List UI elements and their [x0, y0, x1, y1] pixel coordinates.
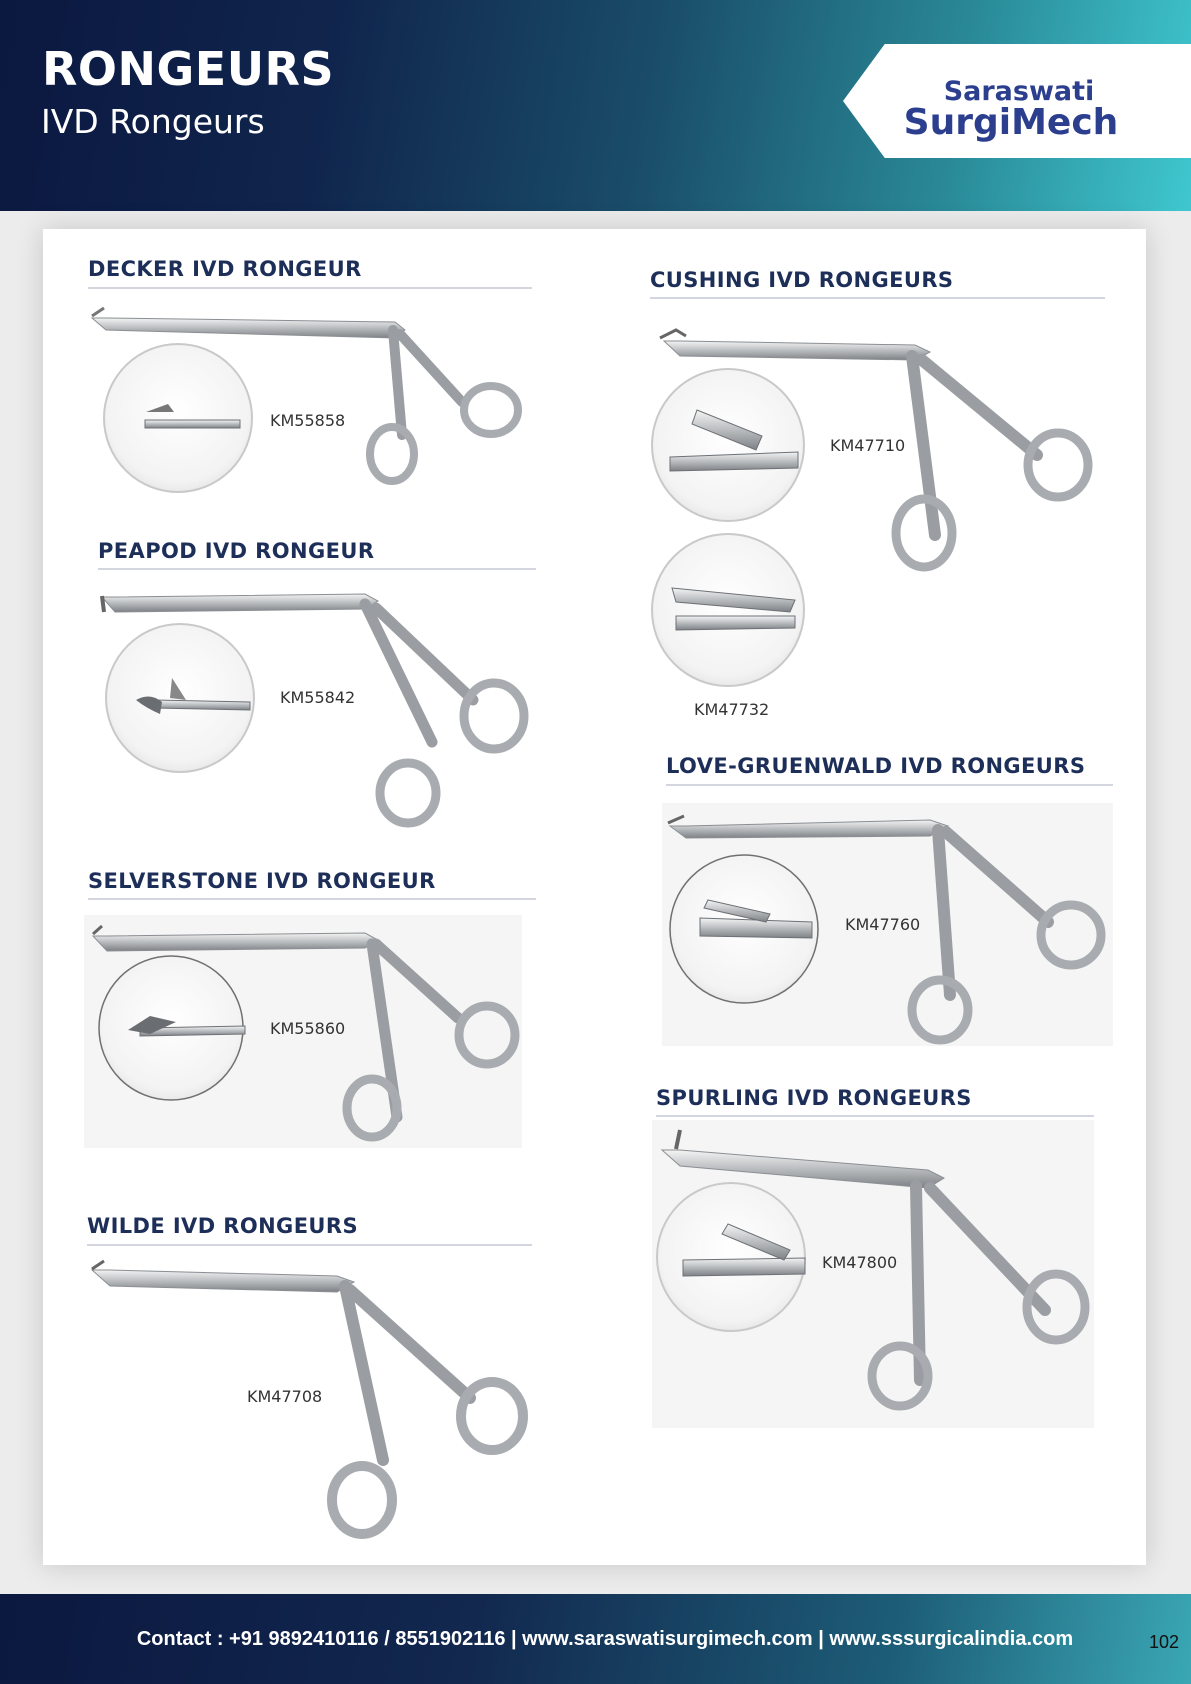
section-title-cushing: CUSHING IVD RONGEURS	[650, 268, 954, 292]
section-title-peapod: PEAPOD IVD RONGEUR	[98, 539, 375, 563]
page-subtitle: IVD Rongeurs	[41, 102, 265, 141]
product-code: KM47732	[694, 700, 770, 719]
section-divider	[87, 1244, 532, 1246]
product-code: KM47760	[845, 915, 921, 934]
section-divider	[98, 568, 536, 570]
section-divider	[666, 784, 1113, 786]
product-code: KM55858	[270, 411, 346, 430]
logo-line2: SurgiMech	[903, 102, 1119, 143]
contact-info: Contact : +91 9892410116 / 8551902116 | www.saraswatisurgimech.com | www.sssurgicalindia.com	[136, 1628, 1074, 1650]
section-divider	[650, 297, 1105, 299]
section-title-love-gruenwald: LOVE-GRUENWALD IVD RONGEURS	[666, 754, 1086, 778]
section-title-wilde: WILDE IVD RONGEURS	[87, 1214, 358, 1238]
section-title-selverstone: SELVERSTONE IVD RONGEUR	[88, 869, 436, 893]
product-code: KM47708	[247, 1387, 323, 1406]
page-footer	[0, 1594, 1191, 1684]
page-number: 102	[1149, 1632, 1180, 1652]
logo-line1: Saraswati	[943, 76, 1095, 107]
product-code: KM47800	[822, 1253, 898, 1272]
decker-instrument-image	[92, 308, 518, 492]
section-divider	[88, 898, 536, 900]
product-code: KM55842	[280, 688, 356, 707]
cushing-instrument-image	[652, 330, 1088, 686]
section-title-spurling: SPURLING IVD RONGEURS	[656, 1086, 972, 1110]
product-code: KM47710	[830, 436, 906, 455]
section-divider	[656, 1115, 1094, 1117]
product-code: KM55860	[270, 1019, 346, 1038]
page-title: RONGEURS	[42, 42, 335, 96]
section-divider	[88, 287, 532, 289]
section-title-decker: DECKER IVD RONGEUR	[88, 257, 362, 281]
peapod-instrument-image	[102, 594, 524, 823]
